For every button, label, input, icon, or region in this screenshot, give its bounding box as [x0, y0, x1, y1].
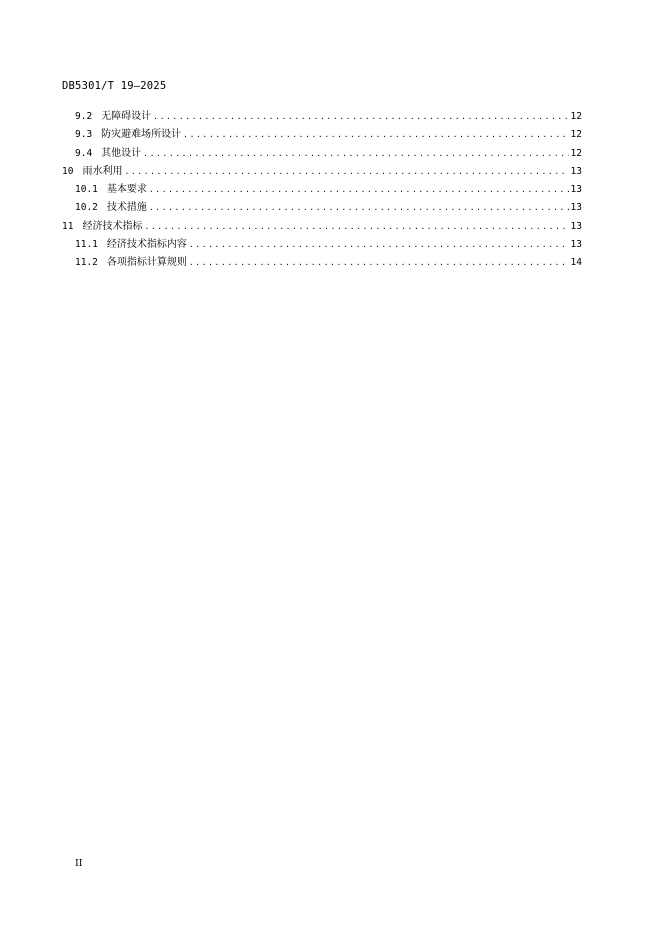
toc-entry-page: 14	[570, 257, 582, 269]
toc-entry-page: 12	[570, 147, 582, 159]
toc-entry[interactable]	[62, 181, 582, 199]
toc-entry-number: 10.2	[75, 202, 98, 214]
toc-entry-title: 无障碍设计	[101, 111, 152, 122]
toc-entry-title: 经济技术指标内容	[106, 239, 187, 251]
toc-entry-number: 10.1	[75, 184, 98, 196]
toc-entry[interactable]	[62, 145, 582, 163]
toc-entry-number: 11	[62, 220, 74, 232]
toc-entry-title: 经济技术指标	[82, 220, 143, 232]
toc-entry-page: 13	[570, 220, 582, 232]
toc-entry-number: 9.4	[75, 147, 93, 159]
toc-entry[interactable]	[62, 199, 582, 217]
toc-entry-number: 9.3	[75, 129, 93, 141]
toc-leader-dots	[143, 145, 568, 163]
toc-entry-title: 雨水利用	[82, 165, 123, 177]
toc-entry-title: 其他设计	[101, 147, 142, 159]
toc-entry-title: 技术措施	[106, 202, 147, 214]
toc-entry-title: 防灾避难场所设计	[101, 129, 182, 141]
toc-leader-dots	[189, 254, 569, 272]
toc-entry-number: 11.2	[75, 257, 98, 269]
toc-entry-title: 各项指标计算规则	[106, 257, 187, 269]
toc-entry-page: 13	[570, 239, 582, 251]
toc-leader-dots	[183, 126, 568, 144]
toc-leader-dots	[149, 199, 569, 217]
toc-entry-number: 11.1	[75, 239, 98, 251]
toc-leader-dots	[144, 218, 568, 236]
toc-entry-page: 12	[570, 111, 582, 122]
toc-entry[interactable]	[62, 126, 582, 144]
toc-entry-title: 基本要求	[106, 184, 147, 196]
toc-entry-page: 13	[570, 165, 582, 177]
toc-entry-page: 12	[570, 129, 582, 141]
toc-entry-number: 9.2	[75, 111, 93, 122]
toc-entry-number: 10	[62, 165, 74, 177]
toc-entry[interactable]	[62, 218, 582, 236]
toc-entry-page: 13	[570, 184, 582, 196]
page-number-footer: II	[75, 858, 83, 869]
toc-leader-dots	[124, 163, 568, 181]
toc-leader-dots	[149, 181, 569, 199]
toc-leader-dots	[189, 236, 569, 254]
toc-leader-dots	[153, 108, 568, 126]
table-of-contents	[62, 108, 582, 273]
toc-entry[interactable]	[62, 236, 582, 254]
document-id-header: DB5301/T 19—2025	[62, 80, 167, 92]
toc-entry-page: 13	[570, 202, 582, 214]
toc-entry[interactable]	[62, 163, 582, 181]
toc-entry[interactable]	[62, 108, 582, 126]
toc-entry[interactable]	[62, 254, 582, 272]
